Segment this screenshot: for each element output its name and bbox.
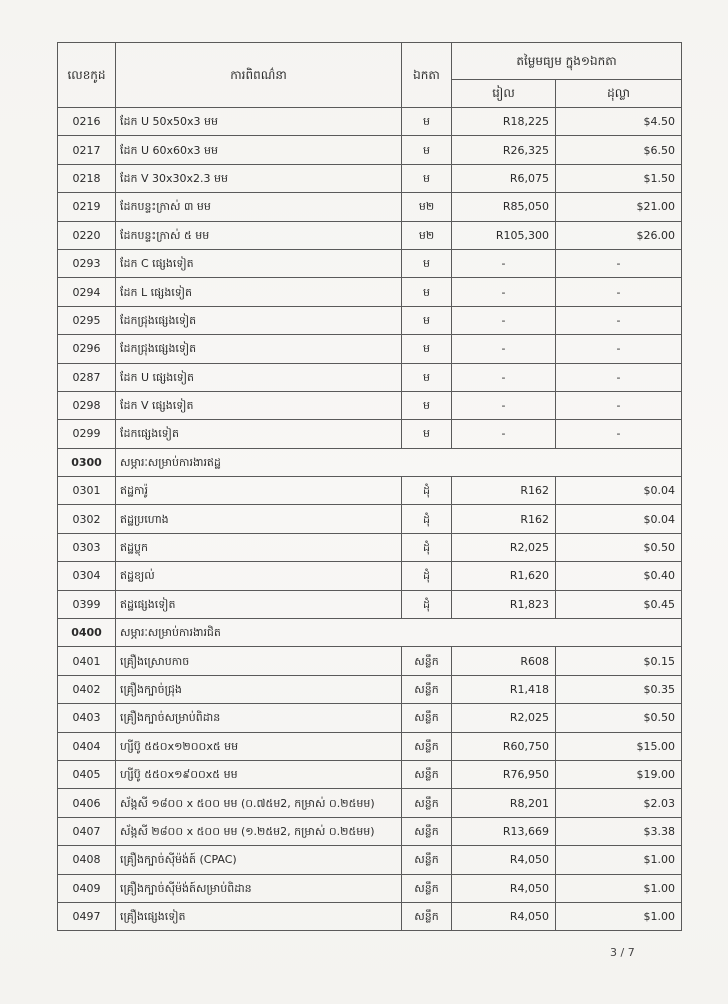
item-unit: ម: [402, 136, 452, 164]
item-unit: សន្លឹក: [402, 647, 452, 675]
price-riel: R76,950: [452, 760, 556, 788]
item-description: គ្រឿងស្រោបកាច: [116, 647, 402, 675]
table-row: [58, 675, 682, 703]
item-description: ដែក U 60x60x3 មម: [116, 136, 402, 164]
table-row: [58, 477, 682, 505]
price-usd: $2.03: [556, 789, 682, 817]
item-description: គ្រឿងក្បាច់ស៊ីម៉ង់ត៍សម្រាប់ពិដាន: [116, 874, 402, 902]
table-row: [58, 846, 682, 874]
price-riel: R1,620: [452, 562, 556, 590]
item-code: 0402: [58, 675, 116, 703]
item-unit: សន្លឹក: [402, 675, 452, 703]
price-usd: -: [556, 335, 682, 363]
item-code: 0218: [58, 164, 116, 192]
price-usd: -: [556, 363, 682, 391]
table-row: [58, 136, 682, 164]
table-row: [58, 704, 682, 732]
item-unit: ម: [402, 249, 452, 277]
table-row: [58, 193, 682, 221]
table-body: [58, 108, 682, 931]
price-usd: $0.50: [556, 704, 682, 732]
item-unit: ដុំ: [402, 505, 452, 533]
price-riel: R1,823: [452, 590, 556, 618]
item-code: 0299: [58, 420, 116, 448]
item-description: ដែក U 50x50x3 មម: [116, 108, 402, 136]
price-riel: R608: [452, 647, 556, 675]
item-unit: ម: [402, 335, 452, 363]
price-usd: -: [556, 249, 682, 277]
price-riel: -: [452, 391, 556, 419]
price-riel: -: [452, 363, 556, 391]
item-code: 0220: [58, 221, 116, 249]
price-usd: $6.50: [556, 136, 682, 164]
item-code: 0216: [58, 108, 116, 136]
table-row: [58, 902, 682, 930]
price-table: [57, 42, 682, 931]
price-usd: $4.50: [556, 108, 682, 136]
item-code: 0287: [58, 363, 116, 391]
price-usd: $0.35: [556, 675, 682, 703]
price-riel: -: [452, 249, 556, 277]
item-description: ឥដ្ឋខ្យល់: [116, 562, 402, 590]
item-code: 0303: [58, 533, 116, 561]
header-unit: ឯកតា: [402, 43, 452, 108]
price-usd: $21.00: [556, 193, 682, 221]
item-unit: សន្លឹក: [402, 789, 452, 817]
price-usd: $0.15: [556, 647, 682, 675]
item-unit: សន្លឹក: [402, 846, 452, 874]
price-riel: R26,325: [452, 136, 556, 164]
item-description: ស័ង្កសី ១៨០០ x ៥០០ មម (០.៧៥ម2, កម្រាស់ ០.២៥មម): [116, 789, 402, 817]
table-row: [58, 278, 682, 306]
item-code: 0302: [58, 505, 116, 533]
item-code: 0296: [58, 335, 116, 363]
item-unit: ដុំ: [402, 533, 452, 561]
price-riel: -: [452, 278, 556, 306]
item-description: ដែកបន្ទះក្រាស់ ៥ មម: [116, 221, 402, 249]
table-row: [58, 647, 682, 675]
item-unit: ម២: [402, 221, 452, 249]
item-code: 0301: [58, 477, 116, 505]
item-description: ដែក V ផ្សេងទៀត: [116, 391, 402, 419]
price-usd: $1.50: [556, 164, 682, 192]
item-code: 0408: [58, 846, 116, 874]
table-row: [58, 420, 682, 448]
item-description: ដែក C ផ្សេងទៀត: [116, 249, 402, 277]
table-row: [58, 874, 682, 902]
item-code: 0403: [58, 704, 116, 732]
section-row: [58, 619, 682, 647]
table-row: [58, 306, 682, 334]
price-usd: $15.00: [556, 732, 682, 760]
item-unit: សន្លឹក: [402, 874, 452, 902]
header-code: លេខកូដ: [58, 43, 116, 108]
price-usd: $1.00: [556, 902, 682, 930]
item-code: 0293: [58, 249, 116, 277]
table-row: [58, 533, 682, 561]
table-row: [58, 335, 682, 363]
price-riel: R4,050: [452, 846, 556, 874]
item-description: គ្រឿងក្បាច់ជ្រុង: [116, 675, 402, 703]
item-unit: ម: [402, 278, 452, 306]
item-description: ដែក L ផ្សេងទៀត: [116, 278, 402, 306]
price-usd: $0.45: [556, 590, 682, 618]
item-description: គ្រឿងក្បាច់ស៊ីម៉ង់ត៍ (CPAC): [116, 846, 402, 874]
price-riel: R2,025: [452, 704, 556, 732]
header-price-usd: ដុល្លា: [556, 80, 682, 108]
item-unit: ម: [402, 391, 452, 419]
price-usd: $26.00: [556, 221, 682, 249]
table-row: [58, 108, 682, 136]
price-usd: -: [556, 391, 682, 419]
item-description: គ្រឿងក្បាច់សម្រាប់ពិដាន: [116, 704, 402, 732]
price-riel: -: [452, 306, 556, 334]
item-unit: សន្លឹក: [402, 760, 452, 788]
item-description: ហ្សីប៊ូ ៥៥០x១៩០០x៥ មម: [116, 760, 402, 788]
item-description: ដែកជ្រុងផ្សេងទៀត: [116, 306, 402, 334]
price-usd: $19.00: [556, 760, 682, 788]
section-row: [58, 448, 682, 476]
price-usd: $0.40: [556, 562, 682, 590]
table-row: [58, 562, 682, 590]
table-row: [58, 817, 682, 845]
section-title: សម្ភារៈសម្រាប់ការងារជិត: [116, 619, 682, 647]
item-unit: ដុំ: [402, 477, 452, 505]
item-code: 0217: [58, 136, 116, 164]
item-description: ដែក V 30x30x2.3 មម: [116, 164, 402, 192]
item-code: 0304: [58, 562, 116, 590]
item-unit: ម: [402, 420, 452, 448]
item-description: ឥដ្ឋប្រហោង: [116, 505, 402, 533]
item-code: 0407: [58, 817, 116, 845]
item-description: ឥដ្ឋផ្សេងទៀត: [116, 590, 402, 618]
table-row: [58, 164, 682, 192]
item-unit: ដុំ: [402, 590, 452, 618]
price-riel: R6,075: [452, 164, 556, 192]
header-description: ការពិពណ៌នា: [116, 43, 402, 108]
item-unit: ម២: [402, 193, 452, 221]
item-code: 0406: [58, 789, 116, 817]
item-code: 0295: [58, 306, 116, 334]
price-usd: $0.50: [556, 533, 682, 561]
price-riel: R4,050: [452, 902, 556, 930]
price-riel: R18,225: [452, 108, 556, 136]
table-row: [58, 391, 682, 419]
item-code: 0404: [58, 732, 116, 760]
item-code: 0298: [58, 391, 116, 419]
item-unit: សន្លឹក: [402, 817, 452, 845]
item-description: ដែក U ផ្សេងទៀត: [116, 363, 402, 391]
item-unit: ម: [402, 108, 452, 136]
item-description: ស័ង្កសី ២៨០០ x ៥០០ មម (១.២៥ម2, កម្រាស់ ០.២៥មម): [116, 817, 402, 845]
section-title: សម្ភារៈសម្រាប់ការងារឥដ្ឋ: [116, 448, 682, 476]
table-row: [58, 760, 682, 788]
item-unit: សន្លឹក: [402, 902, 452, 930]
item-description: គ្រឿងផ្សេងទៀត: [116, 902, 402, 930]
item-unit: សន្លឹក: [402, 704, 452, 732]
item-unit: ម: [402, 363, 452, 391]
item-code: 0409: [58, 874, 116, 902]
table-row: [58, 221, 682, 249]
item-code: 0219: [58, 193, 116, 221]
item-unit: ម: [402, 306, 452, 334]
price-riel: R105,300: [452, 221, 556, 249]
item-description: ឥដ្ឋការ៉ូ: [116, 477, 402, 505]
item-code: 0405: [58, 760, 116, 788]
item-code: 0399: [58, 590, 116, 618]
table-row: [58, 732, 682, 760]
item-code: 0294: [58, 278, 116, 306]
item-description: ដែកផ្សេងទៀត: [116, 420, 402, 448]
item-description: ដែកបន្ទះក្រាស់ ៣ មម: [116, 193, 402, 221]
price-riel: R13,669: [452, 817, 556, 845]
price-riel: R2,025: [452, 533, 556, 561]
item-unit: ដុំ: [402, 562, 452, 590]
table-row: [58, 590, 682, 618]
item-code: 0300: [58, 448, 116, 476]
header-price-group: តម្លៃមធ្យម ក្នុង១ឯកតា: [452, 43, 682, 80]
item-description: ដែកជ្រុងផ្សេងទៀត: [116, 335, 402, 363]
item-description: ឥដ្ឋប្លុក: [116, 533, 402, 561]
item-description: ហ្សីប៊ូ ៥៥០x១២០០x៥ មម: [116, 732, 402, 760]
price-riel: R1,418: [452, 675, 556, 703]
price-riel: R4,050: [452, 874, 556, 902]
price-riel: R85,050: [452, 193, 556, 221]
price-riel: R162: [452, 505, 556, 533]
item-unit: សន្លឹក: [402, 732, 452, 760]
table-row: [58, 249, 682, 277]
price-usd: $0.04: [556, 477, 682, 505]
price-riel: R162: [452, 477, 556, 505]
item-code: 0497: [58, 902, 116, 930]
table-row: [58, 789, 682, 817]
table-row: [58, 505, 682, 533]
price-riel: -: [452, 335, 556, 363]
price-usd: $3.38: [556, 817, 682, 845]
price-riel: R60,750: [452, 732, 556, 760]
page-number: 3 / 7: [610, 946, 635, 959]
price-riel: R8,201: [452, 789, 556, 817]
price-usd: -: [556, 306, 682, 334]
price-riel: -: [452, 420, 556, 448]
item-code: 0400: [58, 619, 116, 647]
price-usd: $1.00: [556, 874, 682, 902]
table-row: [58, 363, 682, 391]
price-usd: $0.04: [556, 505, 682, 533]
price-usd: $1.00: [556, 846, 682, 874]
price-usd: -: [556, 278, 682, 306]
item-unit: ម: [402, 164, 452, 192]
header-price-riel: រៀល: [452, 80, 556, 108]
price-usd: -: [556, 420, 682, 448]
item-code: 0401: [58, 647, 116, 675]
